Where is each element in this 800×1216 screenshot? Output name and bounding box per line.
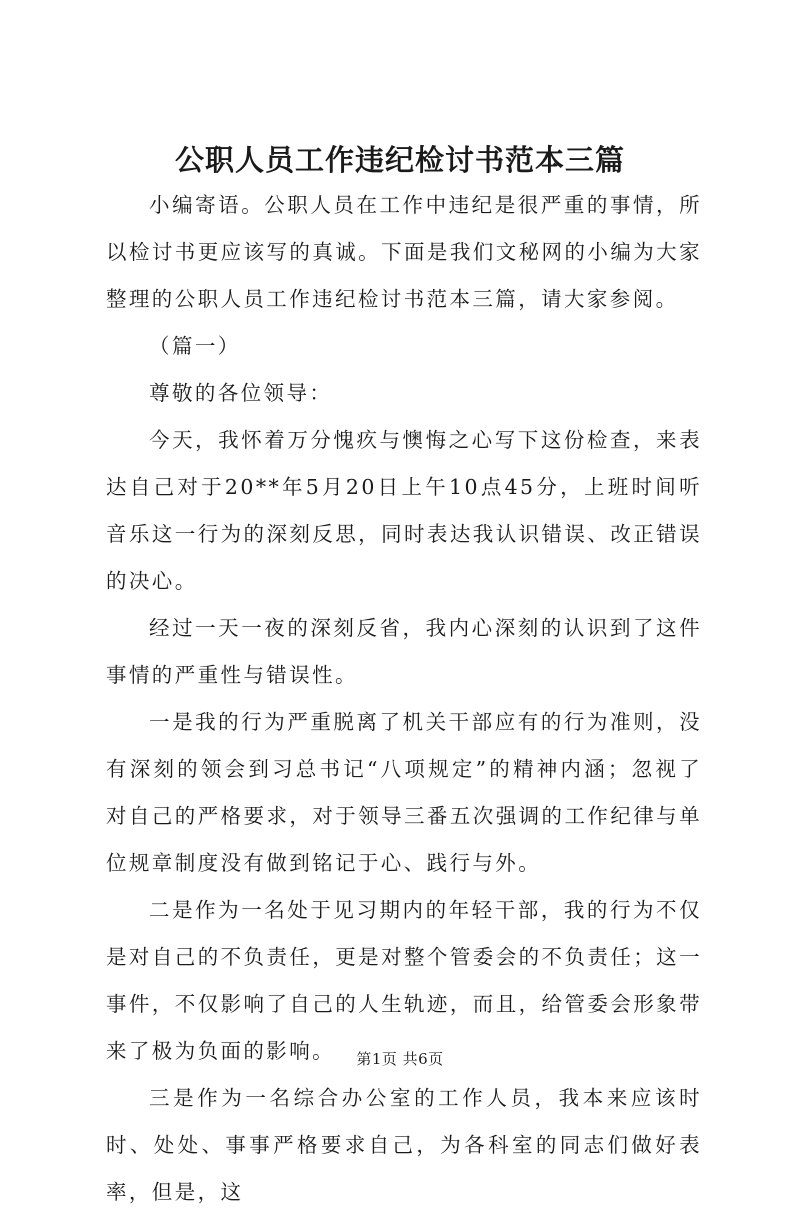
paragraph-intro: 小编寄语。公职人员在工作中违纪是很严重的事情，所以检讨书更应该写的真诚。下面是我们文秘网的小编为大家整理的公职人员工作违纪检讨书范本三篇，请大家参阅。: [106, 193, 702, 311]
paragraph: 今天，我怀着万分愧疚与懊悔之心写下这份检查，来表达自己对于20**年5月20日上午10点45分，上班时间听音乐这一行为的深刻反思，同时表达我认识错误、改正错误的决心。: [106, 428, 702, 593]
section-heading: （篇一）: [149, 334, 241, 358]
paragraph: 经过一天一夜的深刻反省，我内心深刻的认识到了这件事情的严重性与错误性。: [106, 616, 702, 687]
document-title: 公职人员工作违纪检讨书范本三篇: [174, 143, 625, 177]
paragraph: 一是我的行为严重脱离了机关干部应有的行为准则，没有深刻的领会到习总书记“八项规定”的精神内涵；忽视了对自己的严格要求，对于领导三番五次强调的工作纪律与单位规章制度没有做到铭记于心、践行与外。: [106, 710, 702, 875]
paragraph-salutation: 尊敬的各位领导：: [149, 381, 333, 405]
paragraph: 二是作为一名处于见习期内的年轻干部，我的行为不仅是对自己的不负责任，更是对整个管委会的不负责任；这一事件，不仅影响了自己的人生轨迹，而且，给管委会形象带来了极为负面的影响。: [106, 898, 702, 1063]
paragraph: 三是作为一名综合办公室的工作人员，我本来应该时时、处处、事事严格要求自己，为各科室的同志们做好表率，但是，这: [106, 1086, 702, 1204]
page-number-footer: 第1页 共6页: [356, 1050, 444, 1068]
